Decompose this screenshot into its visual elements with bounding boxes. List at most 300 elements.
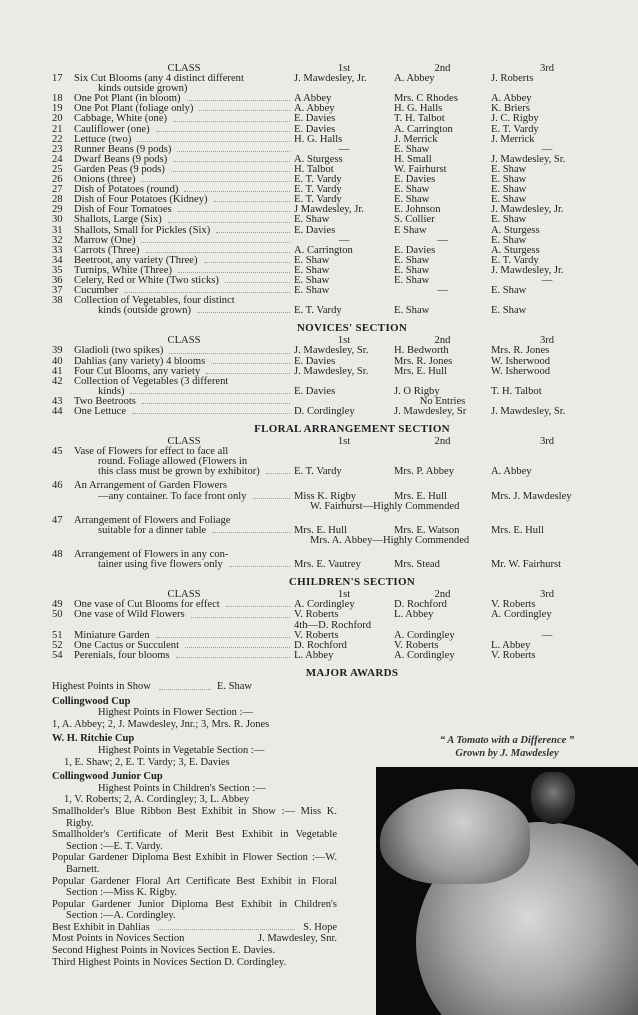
header-third: 3rd xyxy=(539,63,555,74)
winner-second: Mrs. Stead xyxy=(394,559,440,571)
class-text: Carrots (Three) xyxy=(74,244,140,256)
class-line xyxy=(74,215,294,225)
winner-first: H. G. Halls xyxy=(294,133,343,145)
winner-third: L. Abbey xyxy=(491,639,531,651)
award-blue-ribbon: Smallholder's Blue Ribbon Best Exhibit in Show :— Miss K. Rigby. xyxy=(52,805,337,829)
section-title: CHILDREN'S SECTION xyxy=(288,576,416,589)
winner-third: E. Shaw xyxy=(491,234,527,246)
class-number: 25 xyxy=(52,163,63,175)
award-novices-third: Third Highest Points in Novices Section D. Cordingley. xyxy=(52,956,287,968)
class-number: 30 xyxy=(52,214,63,226)
class-number: 32 xyxy=(52,234,63,246)
class-number: 51 xyxy=(52,629,63,641)
winner-second: E. Shaw xyxy=(394,143,430,155)
results-table xyxy=(52,64,612,681)
header-first: 1st xyxy=(337,335,351,347)
award-winner: E. Shaw xyxy=(217,681,252,692)
winner-first: Mrs. E. Vautrey xyxy=(294,559,361,571)
class-number: 29 xyxy=(52,204,63,216)
class-text: Garden Peas (9 pods) xyxy=(74,163,165,175)
class-number: 37 xyxy=(52,285,63,297)
dot-leader xyxy=(132,407,290,414)
class-number: 41 xyxy=(52,365,63,377)
result-row xyxy=(52,215,612,225)
class-text: Dish of Four Potatoes (Kidney) xyxy=(74,194,208,206)
class-line xyxy=(74,610,294,620)
winner-first: E. T. Vardy xyxy=(294,174,342,186)
dot-leader xyxy=(169,346,290,353)
winner-third: J. Mawdesley, Jr. xyxy=(491,204,564,216)
winner-third: J. Merrick xyxy=(491,133,535,145)
result-row xyxy=(52,651,612,661)
class-number: 20 xyxy=(52,113,63,125)
winner-second: E. Davies xyxy=(394,244,436,256)
class-text: Six Cut Blooms (any 4 distinct different xyxy=(74,73,244,85)
class-text: An Arrangement of Garden Flowers xyxy=(74,480,227,492)
winner-second: H. Small xyxy=(394,153,432,165)
class-number: 36 xyxy=(52,274,63,286)
winner-second: L. Abbey xyxy=(394,609,434,621)
note-spacer xyxy=(74,502,294,512)
class-line xyxy=(74,407,294,417)
commendation-note: W. Fairhurst—Highly Commended xyxy=(310,500,460,512)
note-spacer xyxy=(52,502,74,512)
class-description xyxy=(74,74,294,94)
class-number: 23 xyxy=(52,143,63,155)
class-line xyxy=(74,560,294,570)
class-description xyxy=(74,651,294,661)
dot-leader xyxy=(173,155,290,162)
class-number: 46 xyxy=(52,480,63,492)
class-text: One Lettuce xyxy=(74,406,127,417)
dot-leader xyxy=(176,651,290,658)
section-title: MAJOR AWARDS xyxy=(305,666,399,679)
winner-first: E. T. Vardy xyxy=(294,184,342,196)
class-text: Marrow (One) xyxy=(74,234,136,246)
winner-first: V. Roberts xyxy=(294,629,339,641)
dot-leader xyxy=(130,387,290,394)
winner-first: E. Shaw xyxy=(294,274,330,286)
class-text: Perenials, four blooms xyxy=(74,649,170,661)
winner-second: W. Fairhurst xyxy=(394,163,447,175)
winner-first: Mrs. E. Hull xyxy=(294,524,347,536)
winner-second: E. Davies xyxy=(394,174,436,186)
class-text: Cucumber xyxy=(74,285,119,297)
dot-leader xyxy=(216,226,290,233)
class-description xyxy=(74,407,294,417)
header-class: CLASS xyxy=(167,63,201,74)
class-text: Dish of Potatoes (round) xyxy=(74,184,179,196)
class-number: 18 xyxy=(52,93,63,105)
dot-leader xyxy=(141,175,290,182)
class-number: 21 xyxy=(52,123,63,135)
award-label: Best Exhibit in Dahlias xyxy=(52,921,150,933)
class-text: Cauliflower (one) xyxy=(74,123,150,135)
dot-leader xyxy=(124,286,290,293)
header-second: 2nd xyxy=(434,589,451,601)
result-row xyxy=(52,516,612,546)
winner-second: D. Rochford xyxy=(394,599,447,611)
class-number: 26 xyxy=(52,174,63,186)
winner-third: J. Mawdesley, Sr. xyxy=(491,406,566,417)
dot-leader xyxy=(177,145,290,152)
cup-title: Collingwood Junior Cup xyxy=(52,771,163,783)
cup-title: W. H. Ritchie Cup xyxy=(52,733,135,745)
header-class: CLASS xyxy=(167,335,201,347)
award-certificate-merit: Smallholder's Certificate of Merit Best Exhibit in Vegetable Section :—E. T. Vardy. xyxy=(52,829,337,852)
class-number: 35 xyxy=(52,264,63,276)
winner-second: J. O Rigby xyxy=(394,385,440,397)
winner-first: E. T. Vardy xyxy=(294,305,342,317)
tomato-protrusion xyxy=(380,789,530,884)
class-line xyxy=(74,492,294,502)
class-text: Shallots, Large (Six) xyxy=(74,214,162,226)
award-dahlias xyxy=(52,922,337,934)
class-number: 19 xyxy=(52,103,63,115)
winner-third: A. Abbey xyxy=(491,466,532,478)
award-highest-points xyxy=(52,681,337,693)
class-text: this class must be grown by exhibitor) xyxy=(98,466,260,478)
class-text: Turnips, White (Three) xyxy=(74,264,172,276)
class-text: Cabbage, White (one) xyxy=(74,113,168,125)
winner-third: Mrs. R. Jones xyxy=(491,345,550,357)
winner-second: A. Abbey xyxy=(394,73,435,85)
class-text: Four Cut Blooms, any variety xyxy=(74,365,201,377)
result-row xyxy=(52,226,612,236)
dot-leader xyxy=(253,492,290,499)
winner-second: E. Shaw xyxy=(394,264,430,276)
winner-second: E. Shaw xyxy=(394,194,430,206)
result-row xyxy=(52,276,612,286)
dot-leader xyxy=(171,165,290,172)
class-description xyxy=(74,481,294,501)
winner-first: E. Davies xyxy=(294,123,336,135)
header-third: 3rd xyxy=(539,436,555,448)
header-second: 2nd xyxy=(434,335,451,347)
winner-third: J. Mawdesley, Sr. xyxy=(491,153,566,165)
class-text: Celery, Red or White (Two sticks) xyxy=(74,274,219,286)
result-row xyxy=(52,481,612,511)
class-text: Two Beetroots xyxy=(74,395,136,407)
cup-result: 1, V. Roberts; 2, A. Cordingley; 3, L. Abbey xyxy=(64,794,250,806)
header-second: 2nd xyxy=(434,436,451,448)
winner-first: E. Davies xyxy=(294,385,336,397)
class-number: 28 xyxy=(52,194,63,206)
class-text: Lettuce (two) xyxy=(74,133,132,145)
results-section xyxy=(52,64,612,316)
dot-leader xyxy=(212,526,290,533)
class-number: 38 xyxy=(52,295,63,307)
winner-first: A Abbey xyxy=(294,93,332,105)
note-spacer xyxy=(74,536,294,546)
class-description xyxy=(74,516,294,536)
dot-leader xyxy=(146,246,290,253)
winner-third: A. Sturgess xyxy=(491,244,540,256)
class-number: 42 xyxy=(52,375,63,387)
winner-third: J. Mawdesley, Jr. xyxy=(491,264,564,276)
class-number: 31 xyxy=(52,224,63,236)
winner-first: E. Shaw xyxy=(294,254,330,266)
class-description xyxy=(74,610,294,620)
winner-first: E. Shaw xyxy=(294,264,330,276)
winner-second: E. Shaw xyxy=(394,184,430,196)
dot-leader xyxy=(137,135,290,142)
award-winner: S. Hope xyxy=(303,921,337,933)
result-row xyxy=(52,377,612,397)
winner-third: Mr. W. Fairhurst xyxy=(491,559,562,571)
cup-description: Highest Points in Vegetable Section :— xyxy=(98,744,265,756)
dot-leader xyxy=(178,205,290,212)
header-first: 1st xyxy=(337,589,351,601)
cup-result: 1, E. Shaw; 2, E. T. Vardy; 3, E. Davies xyxy=(64,756,230,768)
winner-third: J. C. Rigby xyxy=(491,113,539,125)
dot-leader xyxy=(204,256,290,263)
award-winner: J. Mawdesley, Snr. xyxy=(258,933,337,945)
winner-second: A. Carrington xyxy=(394,123,453,135)
class-text: kinds) xyxy=(98,385,125,397)
class-line xyxy=(74,467,294,477)
class-number: 34 xyxy=(52,254,63,266)
class-number: 27 xyxy=(52,184,63,196)
winner-third: E. T. Vardy xyxy=(491,254,539,266)
header-second: 2nd xyxy=(434,63,451,74)
winner-second: Mrs. E. Watson xyxy=(394,524,460,536)
header-third: 3rd xyxy=(539,589,555,601)
class-description xyxy=(74,447,294,477)
class-line xyxy=(74,526,294,536)
class-number: 48 xyxy=(52,549,63,561)
caption-title: “ A Tomato with a Difference ” xyxy=(439,735,575,746)
class-text: Beetroot, any variety (Three) xyxy=(74,254,198,266)
class-text: round. Foliage allowed (Flowers in xyxy=(98,456,248,468)
class-text: One Pot Plant (in bloom) xyxy=(74,93,181,105)
class-text: Arrangement of Flowers in any con- xyxy=(74,549,229,561)
section-title: FLORAL ARRANGEMENT SECTION xyxy=(254,423,450,436)
dot-leader xyxy=(184,185,290,192)
class-text: —any container. To face front only xyxy=(98,490,247,502)
class-number: 43 xyxy=(52,395,63,407)
tomato-photo xyxy=(376,767,638,1015)
winner-third: T. H. Talbot xyxy=(491,385,542,397)
class-number: 49 xyxy=(52,599,63,611)
award-junior-diploma: Popular Gardener Junior Diploma Best Exhibit in Children's Section :—A. Cordingley. xyxy=(52,898,337,922)
winner-first: A. Cordingley xyxy=(294,599,355,611)
class-number: 44 xyxy=(52,406,63,417)
winner-third: E. Shaw xyxy=(491,194,527,206)
award-label: Highest Points in Show xyxy=(52,681,151,692)
dot-leader xyxy=(226,600,290,607)
class-description xyxy=(74,296,294,316)
class-number: 24 xyxy=(52,153,63,165)
class-description xyxy=(74,377,294,397)
dot-leader xyxy=(173,114,290,121)
winner-third: A. Cordingley xyxy=(491,609,552,621)
class-text: Vase of Flowers for effect to face all xyxy=(74,446,229,458)
award-diploma: Popular Gardener Diploma Best Exhibit in Flower Section :—W. Barnett. xyxy=(52,852,337,875)
results-section xyxy=(52,667,612,679)
section-title: NOVICES' SECTION xyxy=(296,322,408,335)
class-number: 52 xyxy=(52,639,63,651)
class-text: One vase of Cut Blooms for effect xyxy=(74,599,220,611)
winner-third: A. Sturgess xyxy=(491,224,540,236)
winner-second: E Shaw xyxy=(394,224,427,236)
result-row xyxy=(52,550,612,570)
class-text: One Cactus or Succulent xyxy=(74,639,180,651)
winner-first: E. T. Vardy xyxy=(294,194,342,206)
winner-second: — xyxy=(437,285,448,297)
winner-first: J. Mawdesley, Jr. xyxy=(294,73,367,85)
winner-second: J. Merrick xyxy=(394,133,438,145)
winner-second: No Entries xyxy=(419,395,466,407)
winner-first: A. Sturgess xyxy=(294,153,343,165)
award-novices-most xyxy=(52,933,337,945)
class-text: Miniature Garden xyxy=(74,629,150,641)
class-text: Onions (three) xyxy=(74,174,136,186)
winner-third: E. Shaw xyxy=(491,174,527,186)
winner-first: E. Shaw xyxy=(294,214,330,226)
header-first: 1st xyxy=(337,436,351,448)
winner-second: — xyxy=(437,234,448,246)
dot-leader xyxy=(206,367,290,374)
winner-third: — xyxy=(541,629,553,641)
class-text: Collection of Vegetables, four distinct xyxy=(74,295,235,307)
class-line xyxy=(74,651,294,661)
winner-first: E. T. Vardy xyxy=(294,466,342,478)
winner-third: — xyxy=(541,274,553,286)
winner-third: A. Abbey xyxy=(491,93,532,105)
class-line xyxy=(74,306,294,316)
winner-first: H. Talbot xyxy=(294,163,334,175)
class-text: tainer using five flowers only xyxy=(98,559,223,571)
dot-leader xyxy=(178,266,290,273)
cup-description: Highest Points in Children's Section :— xyxy=(98,782,266,794)
dot-leader xyxy=(229,560,290,567)
class-number: 17 xyxy=(52,73,63,85)
winner-second: E. Shaw xyxy=(394,274,430,286)
class-text: Gladioli (two spikes) xyxy=(74,345,164,357)
class-number: 39 xyxy=(52,345,63,357)
dot-leader xyxy=(141,236,290,243)
dot-leader xyxy=(142,397,290,404)
winner-first: — xyxy=(338,143,350,155)
winner-second: S. Collier xyxy=(394,214,435,226)
winner-second: A. Cordingley xyxy=(394,629,455,641)
caption-credit: Grown by J. Mawdesley xyxy=(455,748,559,759)
winner-third: J. Roberts xyxy=(491,73,534,85)
winner-third: Mrs. J. Mawdesley xyxy=(491,490,572,502)
winner-third: V. Roberts xyxy=(491,599,536,611)
winner-second: Mrs. P. Abbey xyxy=(394,466,455,478)
winner-third: E. Shaw xyxy=(491,214,527,226)
dot-leader xyxy=(168,215,290,222)
class-text: Arrangement of Flowers and Foliage xyxy=(74,514,231,526)
header-first: 1st xyxy=(337,63,351,74)
winner-second: Mrs. R. Jones xyxy=(394,355,453,367)
class-text: Dish of Four Tomatoes xyxy=(74,204,172,216)
winner-second: H. G. Halls xyxy=(394,103,443,115)
winner-third: — xyxy=(541,143,553,155)
winner-first: J. Mawdesley, Sr. xyxy=(294,365,369,377)
class-text: suitable for a dinner table xyxy=(98,524,207,536)
class-text: kinds (outside grown) xyxy=(98,305,191,317)
winner-first: E. Davies xyxy=(294,355,336,367)
result-row xyxy=(52,296,612,316)
result-row xyxy=(52,407,612,417)
winner-second: Mrs. E. Hull xyxy=(394,490,447,502)
winner-first: E. Davies xyxy=(294,113,336,125)
results-section xyxy=(52,576,612,661)
winner-second: T. H. Talbot xyxy=(394,113,445,125)
winner-second: E. Shaw xyxy=(394,254,430,266)
dot-leader xyxy=(156,631,290,638)
class-text: Collection of Vegetables (3 different xyxy=(74,375,229,387)
class-number: 50 xyxy=(52,609,63,621)
dot-leader xyxy=(214,195,290,202)
class-text: kinds outside grown) xyxy=(98,83,188,95)
winner-second: E. Shaw xyxy=(394,305,430,317)
winner-first: A. Carrington xyxy=(294,244,353,256)
result-row xyxy=(52,74,612,94)
class-number: 40 xyxy=(52,355,63,367)
winner-second: J. Mawdesley, Sr xyxy=(394,406,467,417)
class-text: One Pot Plant (foliage only) xyxy=(74,103,194,115)
winner-second: E. Johnson xyxy=(394,204,441,216)
class-text: Shallots, Small for Pickles (Six) xyxy=(74,224,211,236)
winner-second: Mrs. C Rhodes xyxy=(394,93,458,105)
winner-second: H. Bedworth xyxy=(394,345,449,357)
dot-leader xyxy=(225,276,290,283)
class-number: 22 xyxy=(52,133,63,145)
award-novices-second: Second Highest Points in Novices Section E. Davies. xyxy=(52,945,276,957)
winner-first: V. Roberts xyxy=(294,609,339,621)
cup-title: Collingwood Cup xyxy=(52,695,131,707)
winner-second: V. Roberts xyxy=(394,639,439,651)
class-number: 54 xyxy=(52,649,63,661)
winner-third: V. Roberts xyxy=(491,649,536,661)
winner-third: W. Isherwood xyxy=(491,355,551,367)
winner-first: L. Abbey xyxy=(294,649,334,661)
major-awards-list xyxy=(52,681,337,968)
winner-first: — xyxy=(338,234,350,246)
commendation-note: 4th—D. Rochford xyxy=(294,619,372,631)
class-text: Dwarf Beans (9 pods) xyxy=(74,153,168,165)
class-description xyxy=(74,550,294,570)
winner-first: A. Abbey xyxy=(294,103,335,115)
header-class: CLASS xyxy=(167,589,201,601)
dot-leader xyxy=(185,641,290,648)
dot-leader xyxy=(211,357,290,364)
winner-third: E. Shaw xyxy=(491,184,527,196)
class-text: Dahlias (any variety) 4 blooms xyxy=(74,355,206,367)
result-row xyxy=(52,447,612,477)
header-third: 3rd xyxy=(539,335,555,347)
dot-leader xyxy=(199,104,290,111)
winner-third: Mrs. E. Hull xyxy=(491,524,544,536)
winner-first: E. Shaw xyxy=(294,285,330,297)
class-description xyxy=(74,215,294,225)
class-number: 33 xyxy=(52,244,63,256)
class-text: One vase of Wild Flowers xyxy=(74,609,185,621)
note-spacer xyxy=(52,536,74,546)
photo-caption xyxy=(376,734,638,760)
winner-first: D. Rochford xyxy=(294,639,347,651)
dot-leader xyxy=(197,306,290,313)
winner-first: J Mawdesley, Jr. xyxy=(294,204,364,216)
dot-leader xyxy=(266,467,290,474)
class-number: 45 xyxy=(52,446,63,458)
dot-leader xyxy=(187,94,290,101)
award-floral-art: Popular Gardener Floral Art Certificate Best Exhibit in Floral Section :—Miss K. Rigby. xyxy=(52,875,337,899)
